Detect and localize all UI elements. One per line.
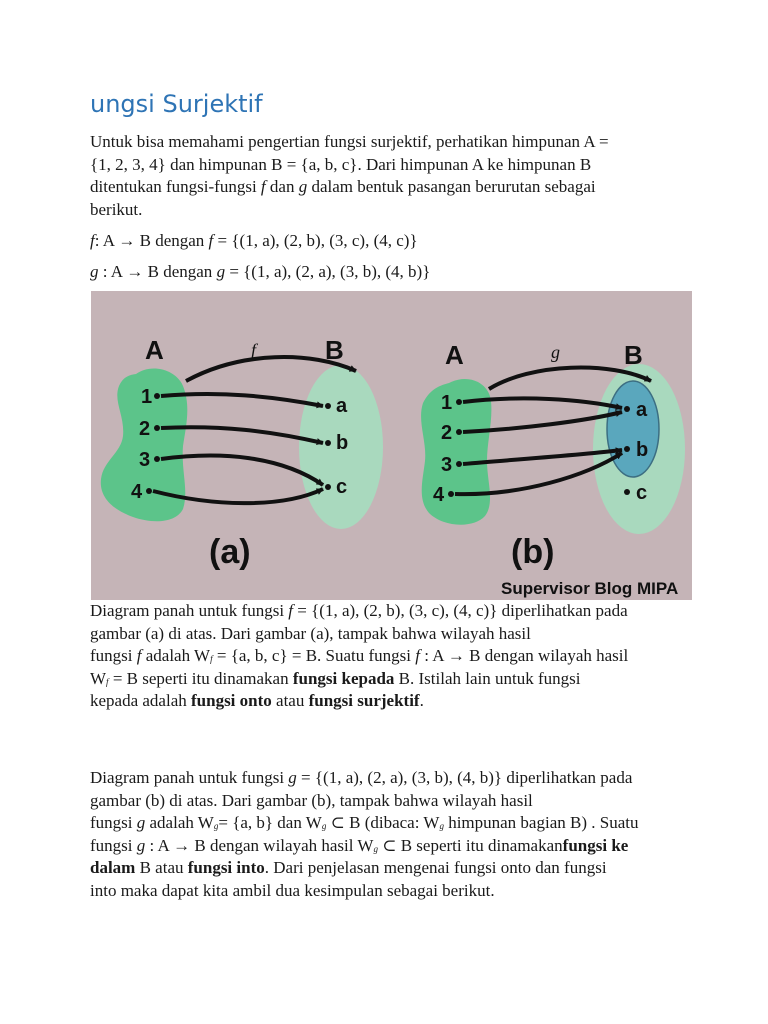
intro-text: ditentukan fungsi-fungsi	[90, 177, 257, 196]
codomain-element: b	[336, 432, 349, 454]
codomain-dot	[624, 446, 630, 452]
codomain-element: c	[636, 482, 648, 504]
domain-element: 4	[433, 484, 445, 506]
set-b-label: B	[624, 340, 643, 370]
domain-dot	[154, 425, 160, 431]
text-run: fungsi	[90, 835, 137, 855]
diagram-b	[421, 340, 685, 571]
text-run: B atau	[135, 858, 188, 877]
text-run: gambar (a) di atas. Dari gambar (a), tampak bahwa wilayah hasil	[90, 623, 531, 643]
text-run: : A → B dengan wilayah hasil W	[145, 835, 374, 855]
definition-text: : A → B dengan	[94, 231, 209, 250]
function-label-g: g	[551, 342, 560, 362]
domain-dot	[456, 399, 462, 405]
definition-f	[90, 230, 690, 253]
function-symbol-f: f	[288, 601, 294, 620]
text-run: adalah W	[141, 646, 211, 665]
function-symbol-g: g	[136, 813, 146, 832]
bold-term: fungsi into	[187, 858, 265, 877]
domain-dot	[146, 488, 152, 494]
text-run: gambar (b) di atas. Dari gambar (b), tampak bahwa wilayah hasil	[90, 790, 533, 810]
text-run: atau	[271, 691, 309, 710]
function-symbol-g: g	[90, 262, 99, 281]
text-run: fungsi	[90, 646, 137, 665]
text-run: .	[419, 691, 424, 710]
codomain-dot	[325, 484, 331, 490]
intro-text: dalam bentuk pasangan berurutan sebagai	[311, 177, 596, 196]
codomain-dot	[325, 403, 331, 409]
text-run: Diagram panah untuk fungsi	[90, 768, 289, 787]
domain-element: 3	[139, 449, 151, 471]
function-symbol-f: f	[90, 231, 95, 250]
paragraph-into	[90, 767, 690, 902]
subscript: g	[321, 821, 327, 831]
caption-b: (b)	[511, 533, 555, 571]
codomain-element: a	[636, 399, 648, 421]
intro-paragraph	[90, 131, 690, 221]
text-run: = {(1, a), (2, b), (3, c), (4, c)} diperlihatkan pada	[293, 601, 628, 620]
domain-element: 2	[139, 418, 151, 440]
bold-term: fungsi kepada	[292, 668, 395, 688]
text-run: himpunan bagian B) . Suatu	[443, 813, 639, 832]
subscript: g	[213, 821, 219, 831]
bold-term: fungsi surjektif	[308, 691, 420, 710]
subset-ellipse	[607, 381, 659, 477]
intro-line-4: berikut.	[90, 199, 143, 219]
intro-line-1: Untuk bisa memahami pengertian fungsi surjektif, perhatikan himpunan A =	[90, 132, 609, 151]
text-run: = {a, b, c} = B. Suatu fungsi	[212, 646, 416, 665]
bold-term: fungsi ke	[562, 835, 629, 855]
codomain-element: a	[336, 395, 348, 417]
bold-term: fungsi onto	[191, 691, 272, 710]
function-symbol-g: g	[136, 835, 146, 855]
definition-text: = {(1, a), (2, a), (3, b), (4, b)}	[225, 262, 431, 281]
codomain-dot	[624, 489, 630, 495]
intro-line-2: {1, 2, 3, 4} dan himpunan B = {a, b, c}. Dari himpunan A ke himpunan B	[90, 154, 592, 174]
text-run: kepada adalah	[90, 691, 191, 710]
domain-element: 1	[441, 392, 453, 414]
watermark: Supervisor Blog MIPA	[501, 579, 679, 598]
function-symbol-f: f	[415, 646, 420, 665]
domain-element: 3	[441, 454, 453, 476]
codomain-element: c	[336, 476, 348, 498]
function-symbol-f: f	[208, 231, 214, 250]
domain-dot	[456, 429, 462, 435]
function-label-f: f	[251, 340, 257, 360]
domain-dot	[154, 456, 160, 462]
text-run: : A → B dengan wilayah hasil	[420, 646, 629, 665]
text-run: = B seperti itu dinamakan	[108, 668, 293, 688]
domain-element: 4	[131, 481, 143, 503]
function-symbol-g: g	[216, 262, 226, 281]
set-a-label: A	[145, 335, 164, 365]
function-symbol-f: f	[260, 177, 266, 196]
text-run: adalah W	[145, 813, 214, 832]
text-run: ⊂ B seperti itu dinamakan	[377, 835, 563, 855]
definition-text: = {(1, a), (2, b), (3, c), (4, c)}	[213, 231, 418, 250]
codomain-dot	[325, 440, 331, 446]
subscript: g	[439, 821, 444, 831]
domain-element: 2	[441, 422, 453, 444]
caption-a: (a)	[209, 533, 251, 571]
subscript: g	[373, 843, 378, 854]
codomain-element: b	[636, 439, 649, 461]
subscript: f	[210, 654, 213, 664]
intro-text: dan	[269, 177, 295, 196]
text-run: W	[90, 668, 107, 688]
page-title: ungsi Surjektif	[90, 90, 263, 118]
arrow-diagram-svg	[91, 291, 692, 600]
text-run: . Dari penjelasan mengenai fungsi onto dan fungsi	[264, 858, 607, 877]
domain-element: 1	[141, 386, 153, 408]
definition-g	[90, 261, 690, 284]
intro-line-3	[90, 176, 690, 199]
text-run: fungsi	[90, 813, 137, 832]
text-run: B. Istilah lain untuk fungsi	[394, 668, 581, 688]
text-run: = {(1, a), (2, a), (3, b), (4, b)} diperlihatkan pada	[296, 768, 633, 787]
domain-dot	[448, 491, 454, 497]
arrow-3-to-c	[161, 456, 323, 485]
text-run: = {a, b} dan W	[218, 813, 322, 832]
subscript: f	[106, 676, 109, 687]
domain-dot	[456, 461, 462, 467]
text-run: ⊂ B (dibaca: W	[326, 813, 440, 832]
text-run: Diagram panah untuk fungsi	[90, 601, 289, 620]
function-symbol-g: g	[298, 177, 308, 196]
definition-text: : A → B dengan	[98, 262, 217, 281]
diagram-a	[101, 335, 383, 571]
set-b-label: B	[325, 335, 344, 365]
function-symbol-g: g	[288, 768, 297, 787]
domain-dot	[154, 393, 160, 399]
bold-term: dalam	[90, 858, 136, 877]
function-symbol-f: f	[136, 646, 142, 665]
set-a-label: A	[445, 340, 464, 370]
paragraph-onto	[90, 600, 690, 713]
text-run: into maka dapat kita ambil dua kesimpulan sebagai berikut.	[90, 880, 495, 900]
arrow-diagram-figure	[91, 291, 692, 600]
codomain-dot	[624, 406, 630, 412]
